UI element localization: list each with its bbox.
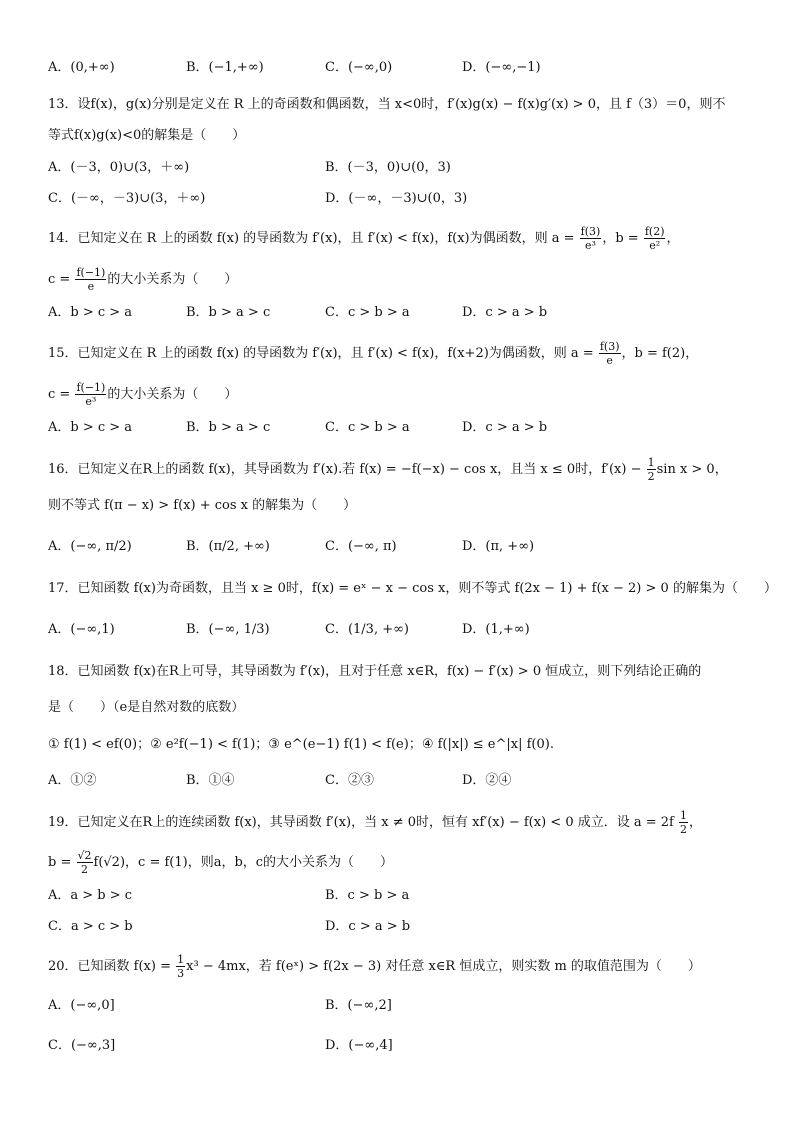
q15-fraction-a — [599, 340, 621, 367]
q15-fraction-c — [75, 381, 106, 408]
q14-option-a: A．b > c > a — [48, 305, 133, 320]
q15-text-b: ，b = f(2)， — [621, 346, 699, 361]
q12-option-a: A．(0,+∞) — [48, 60, 115, 75]
q19-text-c: b = — [48, 855, 72, 870]
q20-option-b: B．(−∞,2] — [325, 998, 392, 1013]
q14-frac-c-num: f(−1) — [76, 266, 106, 279]
q20-option-d: D．(−∞,4] — [325, 1038, 393, 1053]
q15-stem-line2 — [48, 381, 748, 408]
q20-fraction — [176, 953, 185, 980]
q14-frac-b-den: e² — [649, 239, 661, 252]
q15-text-a: 15．已知定义在 R 上的函数 f(x) 的导函数为 f′(x)，且 f′(x) < f(x)，f(x+2)为偶函数，则 a = — [48, 346, 594, 361]
q19-stem-line1 — [48, 809, 748, 836]
q20-option-c: C．(−∞,3] — [48, 1038, 116, 1053]
q17-option-d: D．(1,+∞) — [462, 622, 530, 637]
q13-stem-line1: 13．设f(x)，g(x)分别是定义在 R 上的奇函数和偶函数，当 x<0时，f′(x)g(x) − f(x)g′(x) > 0，且 f（3）＝0，则不 — [48, 97, 726, 112]
q14-option-d: D．c > a > b — [462, 305, 548, 320]
q16-stem-line2: 则不等式 f(π − x) > f(x) + cos x 的解集为（ ） — [48, 498, 357, 513]
q19-frac-b-den: 2 — [81, 863, 88, 876]
q19-text-b: ， — [688, 815, 702, 830]
q14-fraction-b — [644, 225, 666, 252]
q19-stem-line2 — [48, 849, 748, 876]
q14-fraction-a — [580, 225, 602, 252]
q13-option-d: D．(－∞，－3)∪(0，3) — [325, 191, 468, 206]
q19-text-a: 19．已知定义在R上的连续函数 f(x)，其导函数 f′(x)，当 x ≠ 0时，恒有 xf′(x) − f(x) < 0 成立．设 a = 2f — [48, 815, 674, 830]
q18-option-d: D．②④ — [462, 773, 512, 788]
q18-stem-line2: 是（ ）（e是自然对数的底数） — [48, 700, 245, 715]
q14-text-c: c = — [48, 272, 71, 287]
q14-option-c: C．c > b > a — [325, 305, 410, 320]
q17-option-b: B．(−∞, 1/3) — [186, 622, 270, 637]
q14-option-b: B．b > a > c — [186, 305, 271, 320]
q13-stem-line2: 等式f(x)g(x)<0的解集是（ ） — [48, 128, 246, 143]
q15-frac-a-num: f(3) — [599, 340, 620, 353]
q17-option-a: A．(−∞,1) — [48, 622, 115, 637]
q19-frac-a-den: 2 — [679, 823, 687, 836]
q19-frac-a-num: 1 — [679, 809, 687, 822]
q13-option-c: C．(－∞，－3)∪(3，＋∞) — [48, 191, 206, 206]
q19-text-tail: f(√2)，c = f(1)，则a，b，c的大小关系为（ ） — [93, 855, 394, 870]
q19-frac-b-num: √2 — [77, 849, 92, 862]
q20-frac-den: 3 — [177, 967, 185, 980]
q14-text-b: ，b = — [602, 231, 639, 246]
q19-option-a: A．a > b > c — [48, 888, 133, 903]
q20-stem-line1 — [48, 953, 748, 980]
q14-text-end: ， — [666, 231, 680, 246]
q19-fraction-b — [77, 849, 93, 876]
q20-frac-num: 1 — [177, 953, 185, 966]
q18-statements: ① f(1) < ef(0)；② e²f(−1) < f(1)；③ e^(e−1) f(1) < f(e)；④ f(|x|) ≤ e^|x| f(0). — [48, 737, 554, 752]
q15-frac-c-num: f(−1) — [76, 381, 106, 394]
q15-stem-line1 — [48, 340, 748, 367]
q20-option-a: A．(−∞,0] — [48, 998, 115, 1013]
q16-option-b: B．(π/2, +∞) — [186, 539, 270, 554]
q19-option-d: D．c > a > b — [325, 919, 411, 934]
q12-option-d: D．(−∞,−1) — [462, 60, 541, 75]
q14-text-a: 14．已知定义在 R 上的函数 f(x) 的导函数为 f′(x)，且 f′(x) < f(x)，f(x)为偶函数，则 a = — [48, 231, 575, 246]
q19-fraction-a — [679, 809, 688, 836]
q13-option-a: A．(－3，0)∪(3，＋∞) — [48, 160, 190, 175]
q18-option-c: C．②③ — [325, 773, 374, 788]
q16-option-d: D．(π, +∞) — [462, 539, 535, 554]
q16-text-a: 16．已知定义在R上的函数 f(x)，其导函数为 f′(x).若 f(x) = −f(−x) − cos x，且当 x ≤ 0时，f′(x) − — [48, 462, 642, 477]
q15-text-c: c = — [48, 387, 71, 402]
q16-frac-num: 1 — [647, 456, 655, 469]
q18-stem-line1: 18．已知函数 f(x)在R上可导，其导函数为 f′(x)，且对于任意 x∈R，f(x) − f′(x) > 0 恒成立，则下列结论正确的 — [48, 664, 702, 679]
q15-option-a: A．b > c > a — [48, 420, 133, 435]
q15-option-b: B．b > a > c — [186, 420, 271, 435]
q12-option-c: C．(−∞,0) — [325, 60, 393, 75]
q15-frac-a-den: e — [606, 354, 613, 367]
q17-stem-line1: 17．已知函数 f(x)为奇函数，且当 x ≥ 0时，f(x) = eˣ − x − cos x，则不等式 f(2x − 1) + f(x − 2) > 0 的解集为（ ） — [48, 581, 777, 596]
q18-option-a: A．①② — [48, 773, 97, 788]
q14-text-tail: 的大小关系为（ ） — [107, 272, 238, 287]
q15-text-tail: 的大小关系为（ ） — [107, 387, 238, 402]
q15-option-d: D．c > a > b — [462, 420, 548, 435]
q16-text-b: sin x > 0， — [656, 462, 728, 477]
q17-option-c: C．(1/3, +∞) — [325, 622, 409, 637]
q18-option-b: B．①④ — [186, 773, 235, 788]
q20-text-a: 20．已知函数 f(x) = — [48, 959, 171, 974]
q14-frac-b-num: f(2) — [644, 225, 665, 238]
q16-option-c: C．(−∞, π) — [325, 539, 397, 554]
q19-option-b: B．c > b > a — [325, 888, 410, 903]
q14-stem-line2 — [48, 266, 748, 293]
q16-stem-line1 — [48, 456, 748, 483]
q16-option-a: A．(−∞, π/2) — [48, 539, 132, 554]
q13-option-b: B．(－3，0)∪(0，3) — [325, 160, 451, 175]
q14-frac-c-den: e — [87, 280, 95, 293]
q14-fraction-c — [75, 266, 106, 293]
q14-frac-a-num: f(3) — [580, 225, 601, 238]
q16-fraction — [647, 456, 656, 483]
q12-option-b: B．(−1,+∞) — [186, 60, 264, 75]
q14-frac-a-den: e³ — [585, 239, 596, 252]
q16-frac-den: 2 — [647, 470, 655, 483]
q20-text-b: x³ − 4mx，若 f(eˣ) > f(2x − 3) 对任意 x∈R 恒成立，则实数 m 的取值范围为（ ） — [186, 959, 701, 974]
q15-option-c: C．c > b > a — [325, 420, 410, 435]
q19-option-c: C．a > c > b — [48, 919, 133, 934]
q14-stem-line1 — [48, 225, 748, 252]
q15-frac-c-den: e³ — [85, 395, 97, 408]
